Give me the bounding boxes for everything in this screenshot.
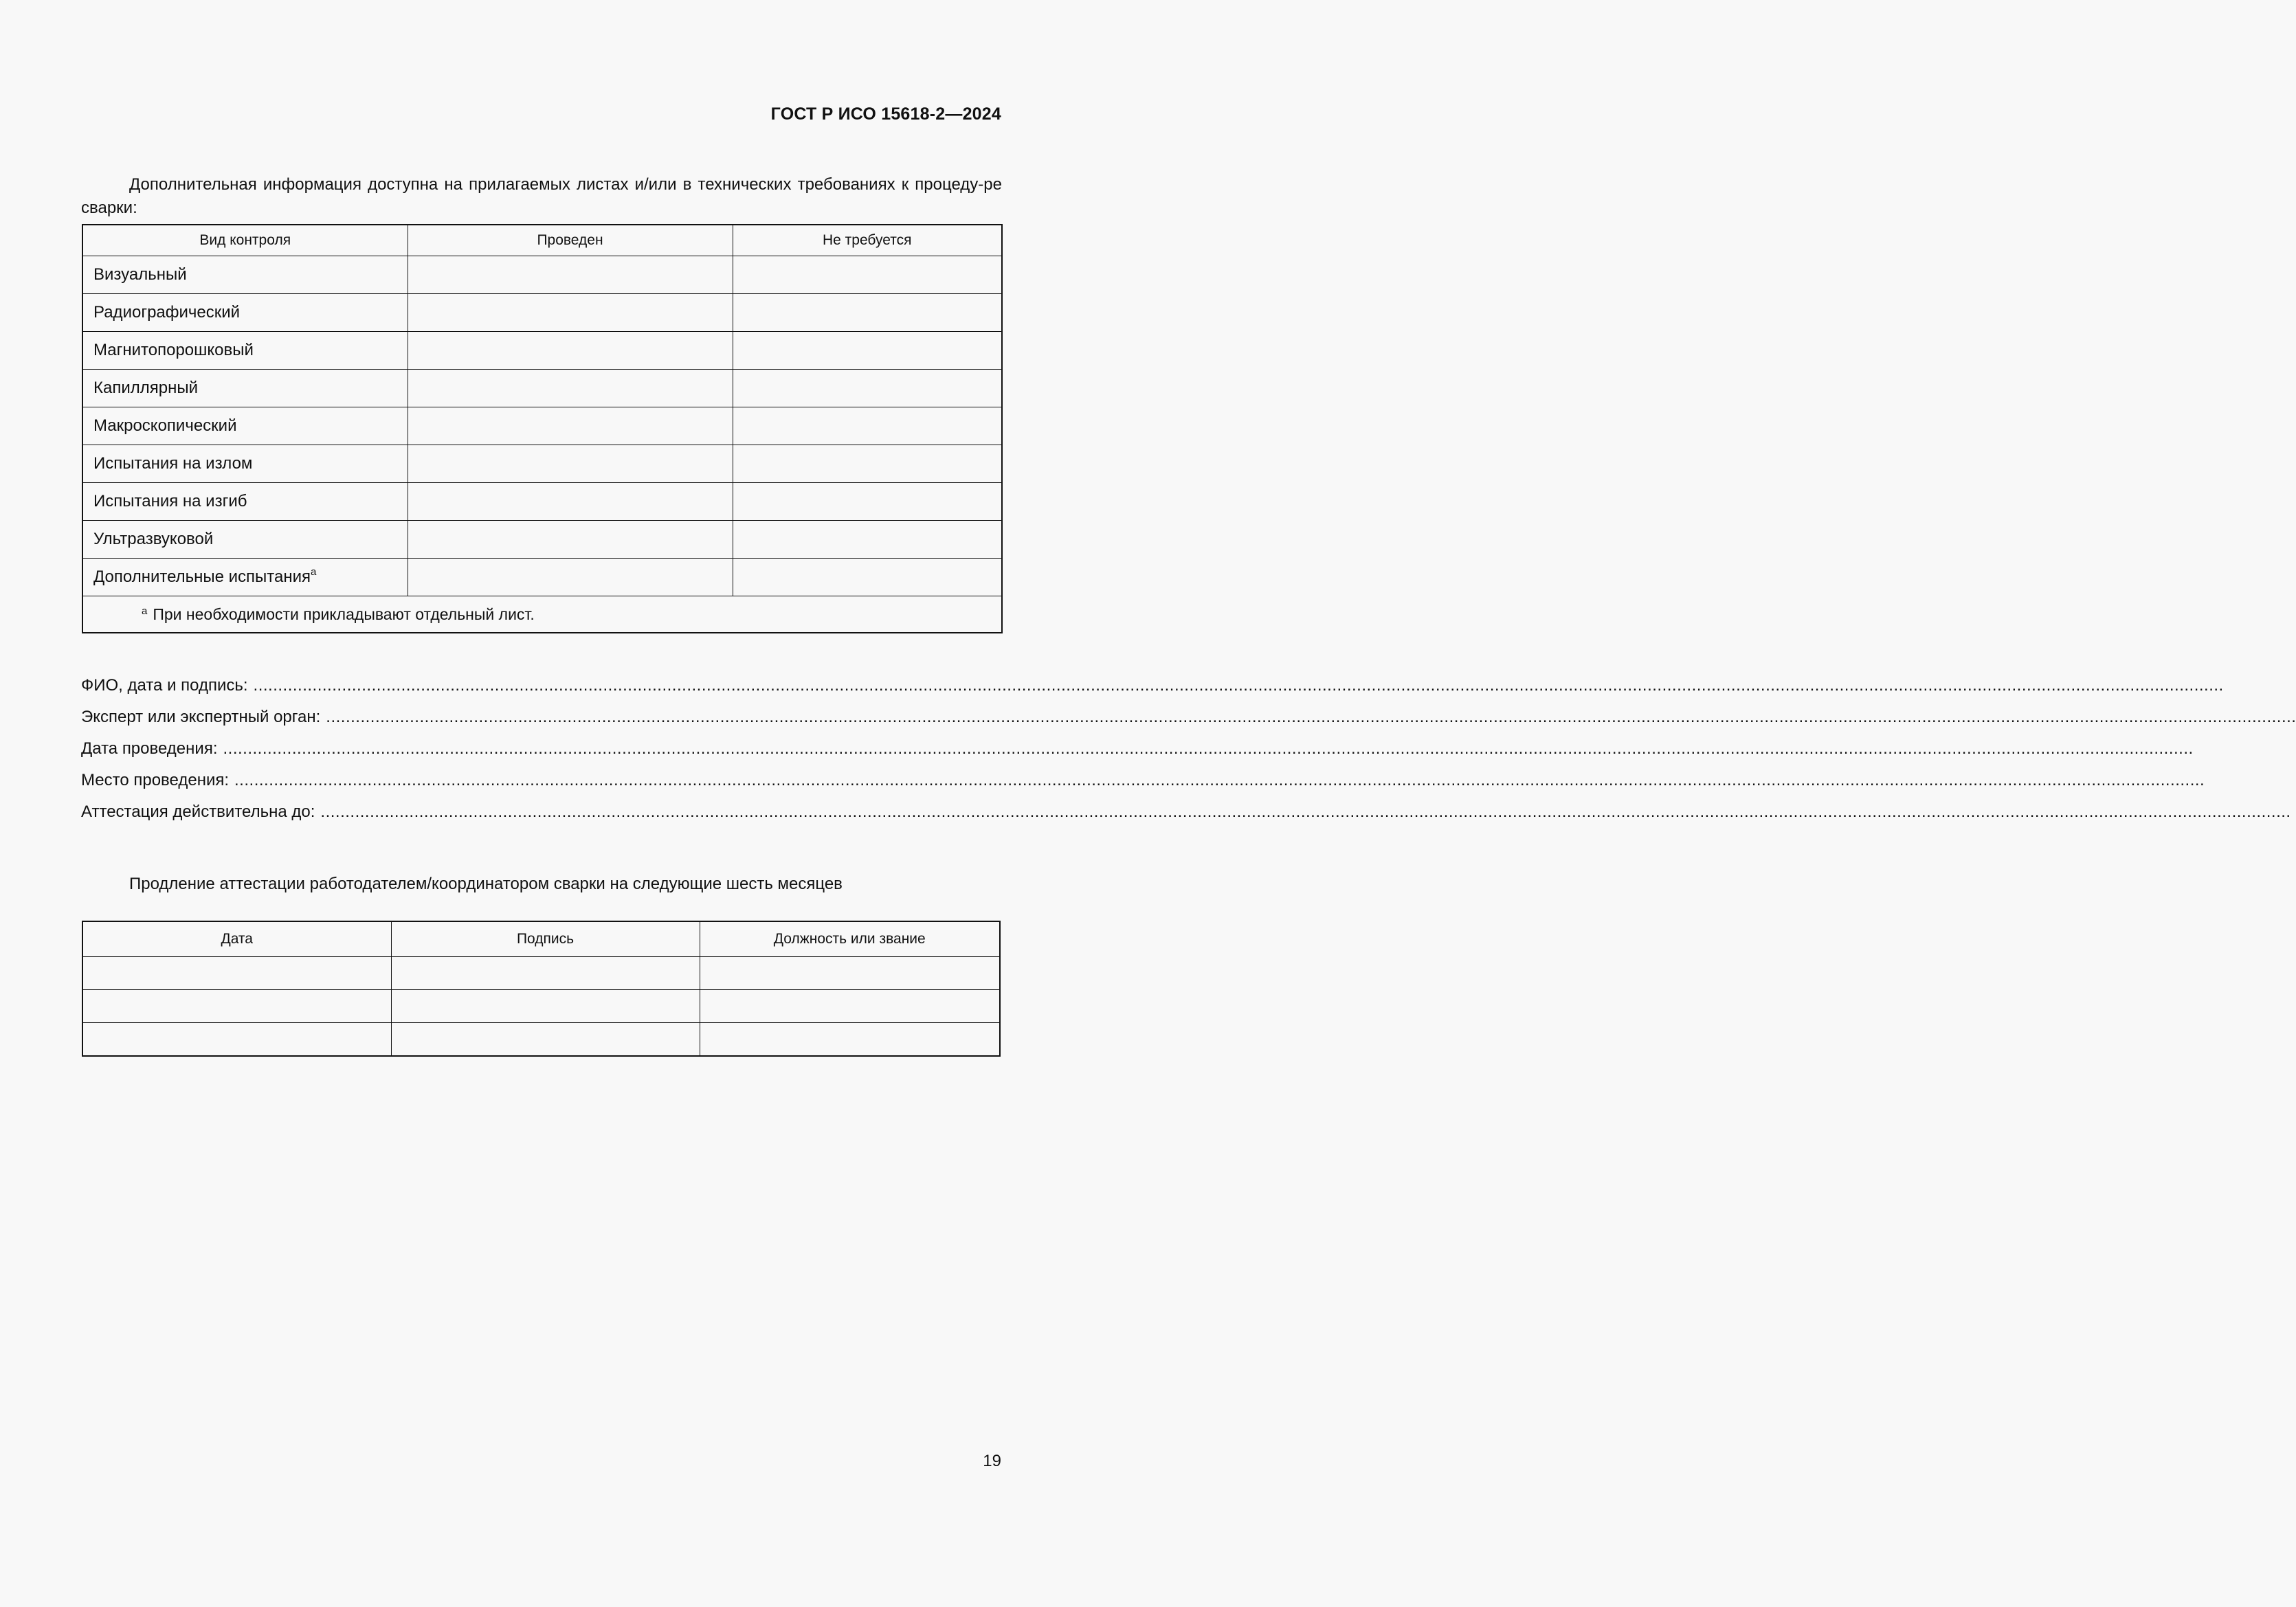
table-row [82, 332, 1002, 370]
not-required-cell[interactable] [733, 332, 1002, 370]
table-row [82, 445, 1002, 483]
not-required-cell[interactable] [733, 521, 1002, 559]
fill-field-expert[interactable] [81, 704, 2296, 736]
table-row [82, 256, 1002, 294]
not-required-cell[interactable] [733, 407, 1002, 445]
table-row [82, 483, 1002, 521]
signature-cell[interactable] [391, 990, 700, 1023]
position-cell[interactable] [700, 990, 1000, 1023]
position-cell[interactable] [700, 957, 1000, 990]
signature-cell[interactable] [391, 1023, 700, 1057]
not-required-cell[interactable] [733, 370, 1002, 407]
fill-field-label: Аттестация действительна до: [81, 802, 315, 821]
performed-cell[interactable] [408, 294, 733, 332]
control-type-label: Радиографический [82, 294, 408, 332]
performed-cell[interactable] [408, 521, 733, 559]
control-type-label: Капиллярный [82, 370, 408, 407]
date-cell[interactable] [82, 957, 391, 990]
control-type-label: Испытания на изгиб [82, 483, 408, 521]
control-type-label: Макроскопический [82, 407, 408, 445]
signature-cell[interactable] [391, 957, 700, 990]
standard-id: ГОСТ Р ИСО 15618-2—2024 [770, 104, 1001, 124]
column-header-performed: Проведен [408, 225, 733, 256]
footnote [82, 596, 1002, 633]
dotted-fill-line[interactable]: ................................................................................................................................................................................................................................................................................................................................................................................................................ [223, 739, 2194, 758]
performed-cell[interactable] [408, 256, 733, 294]
performed-cell[interactable] [408, 370, 733, 407]
control-type-label-text: Дополнительные испытания [93, 567, 311, 586]
fill-field-label: Эксперт или экспертный орган: [81, 708, 321, 726]
control-type-table [82, 224, 1003, 633]
performed-cell[interactable] [408, 407, 733, 445]
footnote-mark: а [142, 605, 148, 617]
column-header-control-type: Вид контроля [82, 225, 408, 256]
column-header-position: Должность или звание [700, 921, 1000, 957]
performed-cell[interactable] [408, 483, 733, 521]
intro-paragraph: Дополнительная информация доступна на прилагаемых листах и/или в технических требованиях к процеду-ре сварки: [81, 175, 1002, 217]
not-required-cell[interactable] [733, 256, 1002, 294]
table-row [82, 957, 1000, 990]
dotted-fill-line[interactable]: ................................................................................................................................................................................................................................................................................................................................................................................................................ [253, 676, 2224, 695]
performed-cell[interactable] [408, 332, 733, 370]
control-type-label-with-footnote [82, 559, 408, 596]
fill-field-label: Дата проведения: [81, 739, 218, 758]
table-row [82, 294, 1002, 332]
table-row [82, 521, 1002, 559]
control-type-label: Ультразвуковой [82, 521, 408, 559]
fill-field-place[interactable] [81, 767, 2205, 799]
fill-field-date[interactable] [81, 736, 2194, 767]
not-required-cell[interactable] [733, 559, 1002, 596]
footnote-text: При необходимости прикладывают отдельный лист. [153, 605, 535, 623]
column-header-date: Дата [82, 921, 391, 957]
page-number: 19 [983, 1452, 1001, 1470]
dotted-fill-line[interactable]: ................................................................................................................................................................................................................................................................................................................................................................................................................ [326, 708, 2296, 726]
table-row [82, 1023, 1000, 1057]
control-type-label: Магнитопорошковый [82, 332, 408, 370]
date-cell[interactable] [82, 1023, 391, 1057]
dotted-fill-line[interactable]: ................................................................................................................................................................................................................................................................................................................................................................................................................ [320, 802, 2291, 821]
performed-cell[interactable] [408, 559, 733, 596]
footnote-row [82, 596, 1002, 633]
table-row [82, 370, 1002, 407]
date-cell[interactable] [82, 990, 391, 1023]
extension-title: Продление аттестации работодателем/координатором сварки на следующие шесть месяцев [129, 875, 843, 893]
dotted-fill-line[interactable]: ................................................................................................................................................................................................................................................................................................................................................................................................................ [234, 771, 2205, 789]
footnote-reference: а [311, 566, 317, 578]
performed-cell[interactable] [408, 445, 733, 483]
not-required-cell[interactable] [733, 294, 1002, 332]
table-row [82, 559, 1002, 596]
table-row [82, 990, 1000, 1023]
column-header-signature: Подпись [391, 921, 700, 957]
table-row [82, 407, 1002, 445]
column-header-not-required: Не требуется [733, 225, 1002, 256]
table-header-row [82, 225, 1002, 256]
not-required-cell[interactable] [733, 445, 1002, 483]
signature-fields [81, 673, 2296, 831]
fill-field-label: ФИО, дата и подпись: [81, 676, 248, 695]
control-type-label: Испытания на излом [82, 445, 408, 483]
control-type-label: Визуальный [82, 256, 408, 294]
not-required-cell[interactable] [733, 483, 1002, 521]
fill-field-valid-until[interactable] [81, 799, 2291, 831]
table-header-row [82, 921, 1000, 957]
fill-field-name-date-signature[interactable] [81, 673, 2224, 704]
extension-table [82, 921, 1001, 1057]
fill-field-label: Место проведения: [81, 771, 230, 789]
position-cell[interactable] [700, 1023, 1000, 1057]
